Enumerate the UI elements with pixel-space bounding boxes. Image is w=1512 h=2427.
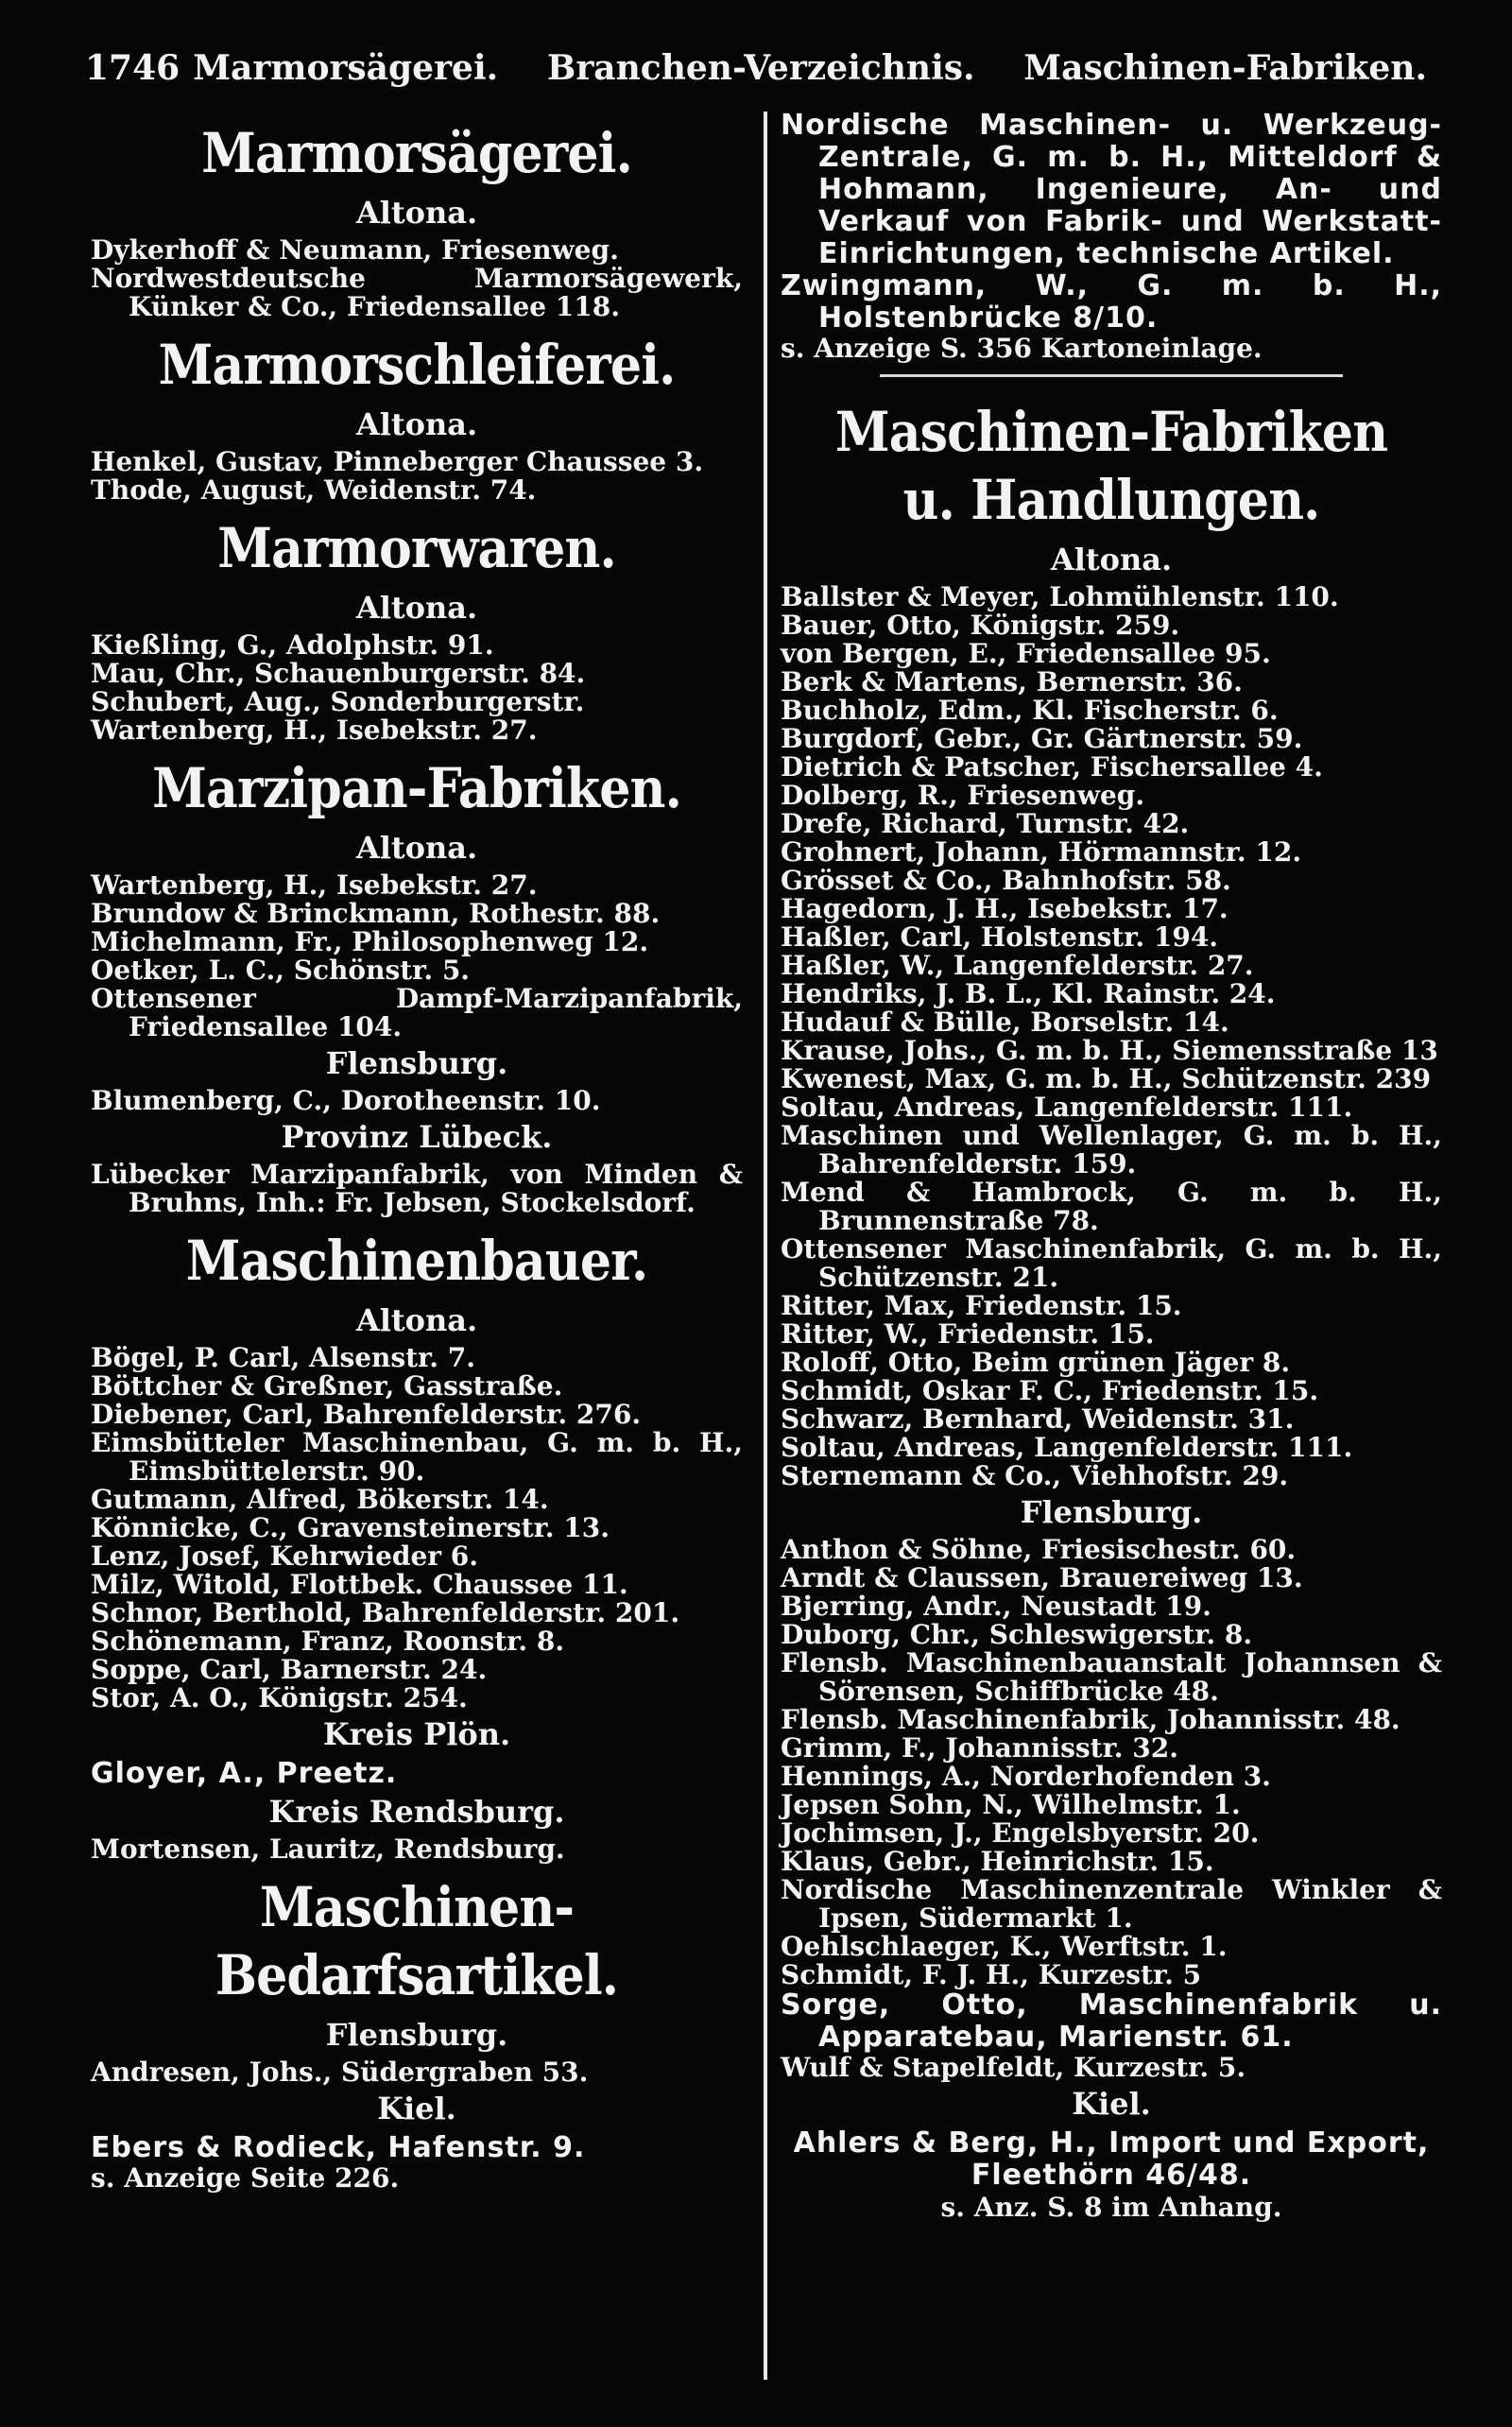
directory-entry: Ritter, Max, Friedenstr. 15. bbox=[781, 1290, 1182, 1321]
directory-entry: Berk & Martens, Bernerstr. 36. bbox=[781, 666, 1243, 697]
directory-entry: Böttcher & Greßner, Gasstraße. bbox=[91, 1370, 563, 1402]
directory-entry: Hudauf & Bülle, Borselstr. 14. bbox=[781, 1007, 1229, 1038]
directory-section bbox=[91, 754, 743, 1217]
directory-entry: Kwenest, Max, G. m. b. H., Schützenstr. 239 bbox=[781, 1063, 1432, 1094]
directory-entry: Ritter, W., Friedenstr. 15. bbox=[781, 1318, 1155, 1350]
directory-entry: Schmidt, F. J. H., Kurzestr. 5 bbox=[781, 1959, 1202, 1990]
directory-entry: Flensb. Maschinenfabrik, Johannisstr. 48. bbox=[781, 1704, 1400, 1735]
directory-entry: Flensb. Maschinenbauanstalt Johannsen & Sörensen, Schiffbrücke 48. bbox=[781, 1647, 1442, 1707]
page-header bbox=[85, 42, 1427, 95]
directory-entry: Blumenberg, C., Dorotheenstr. 10. bbox=[91, 1085, 601, 1116]
directory-entry: Milz, Witold, Flottbek. Chaussee 11. bbox=[91, 1569, 628, 1600]
directory-entry: Nordwestdeutsche Marmorsägewerk, Künker & Co., Friedensallee 118. bbox=[91, 263, 743, 322]
directory-entry: Schubert, Aug., Sonderburgerstr. bbox=[91, 686, 585, 717]
directory-entry: Eimsbütteler Maschinenbau, G. m. b. H., Eimsbüttelerstr. 90. bbox=[91, 1427, 743, 1487]
directory-entry: Nordische Maschinen- u. Werkzeug-Zentrale, G. m. b. H., Mitteldorf & Hohmann, Ingenieure, An- und Verkauf von Fabrik- und Werkstatt-Einrichtungen, technische Artikel. bbox=[781, 109, 1442, 270]
column-divider bbox=[764, 112, 767, 2380]
directory-entry: Wartenberg, H., Isebekstr. 27. bbox=[91, 714, 538, 746]
directory-entry: Mortensen, Lauritz, Rendsburg. bbox=[91, 1833, 565, 1865]
directory-entry: Stor, A. O., Königstr. 254. bbox=[91, 1682, 468, 1713]
right-top-entries bbox=[781, 110, 1442, 363]
section-title: Maschinenbauer. bbox=[185, 1229, 648, 1293]
directory-entry: Schmidt, Oskar F. C., Friedenstr. 15. bbox=[781, 1375, 1319, 1406]
place-heading: Altona. bbox=[1050, 542, 1173, 577]
directory-section bbox=[91, 331, 743, 505]
place-heading: Altona. bbox=[355, 1302, 478, 1338]
header-center-title: Branchen-Verzeichnis. bbox=[546, 48, 975, 88]
section-title: Marmorwaren. bbox=[217, 516, 616, 580]
directory-entry: Mau, Chr., Schauenburgerstr. 84. bbox=[91, 658, 586, 689]
directory-entry: Haßler, Carl, Holstenstr. 194. bbox=[781, 921, 1219, 953]
directory-entry: Hennings, A., Norderhofenden 3. bbox=[781, 1761, 1271, 1792]
directory-entry: Anthon & Söhne, Friesischestr. 60. bbox=[781, 1534, 1297, 1565]
directory-entry: s. Anzeige Seite 226. bbox=[91, 2162, 400, 2194]
section-title: Maschinen-Bedarfsartikel. bbox=[215, 1875, 619, 2007]
directory-entry: von Bergen, E., Friedensallee 95. bbox=[781, 638, 1271, 669]
right-column bbox=[781, 110, 1442, 2229]
directory-entry: Oetker, L. C., Schönstr. 5. bbox=[91, 955, 471, 986]
place-heading: Altona. bbox=[355, 406, 478, 442]
directory-entry: Andresen, Johs., Südergraben 53. bbox=[91, 2057, 589, 2088]
header-left bbox=[85, 48, 498, 88]
directory-entry: Duborg, Chr., Schleswigerstr. 8. bbox=[781, 1619, 1253, 1650]
directory-entry: Soltau, Andreas, Langenfelderstr. 111. bbox=[781, 1092, 1353, 1123]
place-heading: Flensburg. bbox=[325, 2017, 508, 2053]
directory-entry: Dolberg, R., Friesenweg. bbox=[781, 780, 1145, 811]
place-heading: Provinz Lübeck. bbox=[281, 1119, 553, 1155]
place-heading: Kreis Rendsburg. bbox=[268, 1794, 565, 1830]
directory-entry: Schönemann, Franz, Roonstr. 8. bbox=[91, 1626, 565, 1657]
directory-entry: Diebener, Carl, Bahrenfelderstr. 276. bbox=[91, 1399, 642, 1430]
directory-entry: Burgdorf, Gebr., Gr. Gärtnerstr. 59. bbox=[781, 723, 1303, 754]
section-title: Marmorschleiferei. bbox=[158, 333, 676, 397]
section-title: Marmorsägerei. bbox=[201, 121, 632, 185]
place-heading: Flensburg. bbox=[1020, 1494, 1203, 1530]
directory-entry: Drefe, Richard, Turnstr. 42. bbox=[781, 808, 1190, 839]
directory-entry: s. Anzeige S. 356 Kartoneinlage. bbox=[781, 333, 1263, 364]
directory-entry: Ebers & Rodieck, Hafenstr. 9. bbox=[91, 2131, 586, 2164]
section-divider bbox=[880, 374, 1343, 377]
directory-section bbox=[91, 119, 743, 321]
place-heading: Kiel. bbox=[1072, 2086, 1151, 2122]
directory-entry: s. Anz. S. 8 im Anhang. bbox=[940, 2192, 1282, 2223]
directory-entry: Maschinen und Wellenlager, G. m. b. H., Bahrenfelderstr. 159. bbox=[781, 1120, 1442, 1179]
directory-entry: Soppe, Carl, Barnerstr. 24. bbox=[91, 1654, 488, 1685]
directory-entry: Ballster & Meyer, Lohmühlenstr. 110. bbox=[781, 581, 1339, 612]
directory-entry: Könnicke, C., Gravensteinerstr. 13. bbox=[91, 1512, 610, 1543]
place-heading: Kreis Plön. bbox=[322, 1716, 511, 1752]
place-heading: Altona. bbox=[355, 590, 478, 626]
section-title: Marzipan-Fabriken. bbox=[152, 756, 681, 820]
directory-entry: Zwingmann, W., G. m. b. H., Holstenbrücke 8/10. bbox=[781, 269, 1442, 335]
directory-section bbox=[91, 1227, 743, 1864]
header-right-title: Maschinen-Fabriken. bbox=[1023, 48, 1427, 88]
directory-entry: Mend & Hambrock, G. m. b. H., Brunnenstraße 78. bbox=[781, 1177, 1442, 1236]
directory-entry: Oehlschlaeger, K., Werftstr. 1. bbox=[781, 1931, 1228, 1962]
header-left-title: Marmorsägerei. bbox=[193, 48, 499, 88]
directory-entry: Bauer, Otto, Königstr. 259. bbox=[781, 610, 1180, 641]
directory-entry: Dietrich & Patscher, Fischersallee 4. bbox=[781, 751, 1323, 783]
place-heading: Flensburg. bbox=[325, 1045, 508, 1081]
directory-section bbox=[781, 398, 1442, 2224]
directory-entry: Roloff, Otto, Beim grünen Jäger 8. bbox=[781, 1347, 1291, 1378]
left-column bbox=[91, 110, 743, 2198]
directory-section bbox=[91, 1873, 743, 2193]
directory-entry: Ottensener Maschinenfabrik, G. m. b. H., Schützenstr. 21. bbox=[781, 1233, 1442, 1293]
directory-entry: Lübecker Marzipanfabrik, von Minden & Bruhns, Inh.: Fr. Jebsen, Stockelsdorf. bbox=[91, 1159, 743, 1218]
directory-entry: Grimm, F., Johannisstr. 32. bbox=[781, 1732, 1178, 1764]
directory-entry: Buchholz, Edm., Kl. Fischerstr. 6. bbox=[781, 695, 1279, 726]
directory-entry: Gloyer, A., Preetz. bbox=[91, 1757, 398, 1790]
directory-entry: Hagedorn, J. H., Isebekstr. 17. bbox=[781, 893, 1228, 924]
directory-entry: Krause, Johs., G. m. b. H., Siemensstraße 13 bbox=[781, 1035, 1438, 1066]
directory-entry: Dykerhoff & Neumann, Friesenweg. bbox=[91, 234, 619, 266]
right-sections bbox=[781, 398, 1442, 2224]
directory-entry: Gutmann, Alfred, Bökerstr. 14. bbox=[91, 1484, 549, 1515]
directory-entry: Hendriks, J. B. L., Kl. Rainstr. 24. bbox=[781, 978, 1276, 1009]
directory-entry: Grösset & Co., Bahnhofstr. 58. bbox=[781, 865, 1231, 896]
directory-section bbox=[91, 514, 743, 745]
directory-entry: Michelmann, Fr., Philosophenweg 12. bbox=[91, 926, 649, 957]
directory-entry: Klaus, Gebr., Heinrichstr. 15. bbox=[781, 1846, 1214, 1877]
directory-entry: Brundow & Brinckmann, Rothestr. 88. bbox=[91, 898, 661, 929]
directory-entry: Arndt & Claussen, Brauereiweg 13. bbox=[781, 1562, 1303, 1593]
directory-entry: Bögel, P. Carl, Alsenstr. 7. bbox=[91, 1342, 475, 1373]
directory-entry: Bjerring, Andr., Neustadt 19. bbox=[781, 1591, 1211, 1622]
place-heading: Kiel. bbox=[377, 2091, 456, 2126]
directory-entry: Sorge, Otto, Maschinenfabrik u. Apparatebau, Marienstr. 61. bbox=[781, 1988, 1442, 2054]
directory-entry: Nordische Maschinenzentrale Winkler & Ipsen, Südermarkt 1. bbox=[781, 1874, 1442, 1934]
directory-entry: Wartenberg, H., Isebekstr. 27. bbox=[91, 869, 538, 901]
directory-entry: Sternemann & Co., Viehhofstr. 29. bbox=[781, 1460, 1289, 1491]
directory-entry: Thode, August, Weidenstr. 74. bbox=[91, 474, 537, 506]
directory-entry: Ottensener Dampf-Marzipanfabrik, Friedensallee 104. bbox=[91, 983, 743, 1042]
place-heading: Altona. bbox=[355, 830, 478, 866]
directory-entry: Wulf & Stapelfeldt, Kurzestr. 5. bbox=[781, 2052, 1246, 2083]
directory-entry: Soltau, Andreas, Langenfelderstr. 111. bbox=[781, 1432, 1353, 1463]
directory-entry: Haßler, W., Langenfelderstr. 27. bbox=[781, 950, 1254, 981]
place-heading: Altona. bbox=[355, 195, 478, 231]
page-number: 1746 bbox=[85, 48, 180, 88]
directory-entry: Schwarz, Bernhard, Weidenstr. 31. bbox=[781, 1403, 1295, 1435]
directory-entry: Grohnert, Johann, Hörmannstr. 12. bbox=[781, 836, 1302, 868]
directory-entry: Schnor, Berthold, Bahrenfelderstr. 201. bbox=[91, 1597, 680, 1628]
directory-entry: Jochimsen, J., Engelsbyerstr. 20. bbox=[781, 1817, 1260, 1849]
section-title: Maschinen-Fabriken u. Handlungen. bbox=[834, 400, 1388, 532]
directory-entry: Ahlers & Berg, H., Import und Export, Fleethörn 46/48. bbox=[793, 2126, 1430, 2192]
directory-entry: Jepsen Sohn, N., Wilhelmstr. 1. bbox=[781, 1789, 1241, 1820]
directory-entry: Kießling, G., Adolphstr. 91. bbox=[91, 629, 494, 661]
directory-entry: Lenz, Josef, Kehrwieder 6. bbox=[91, 1541, 479, 1572]
directory-entry: Henkel, Gustav, Pinneberger Chaussee 3. bbox=[91, 446, 704, 477]
